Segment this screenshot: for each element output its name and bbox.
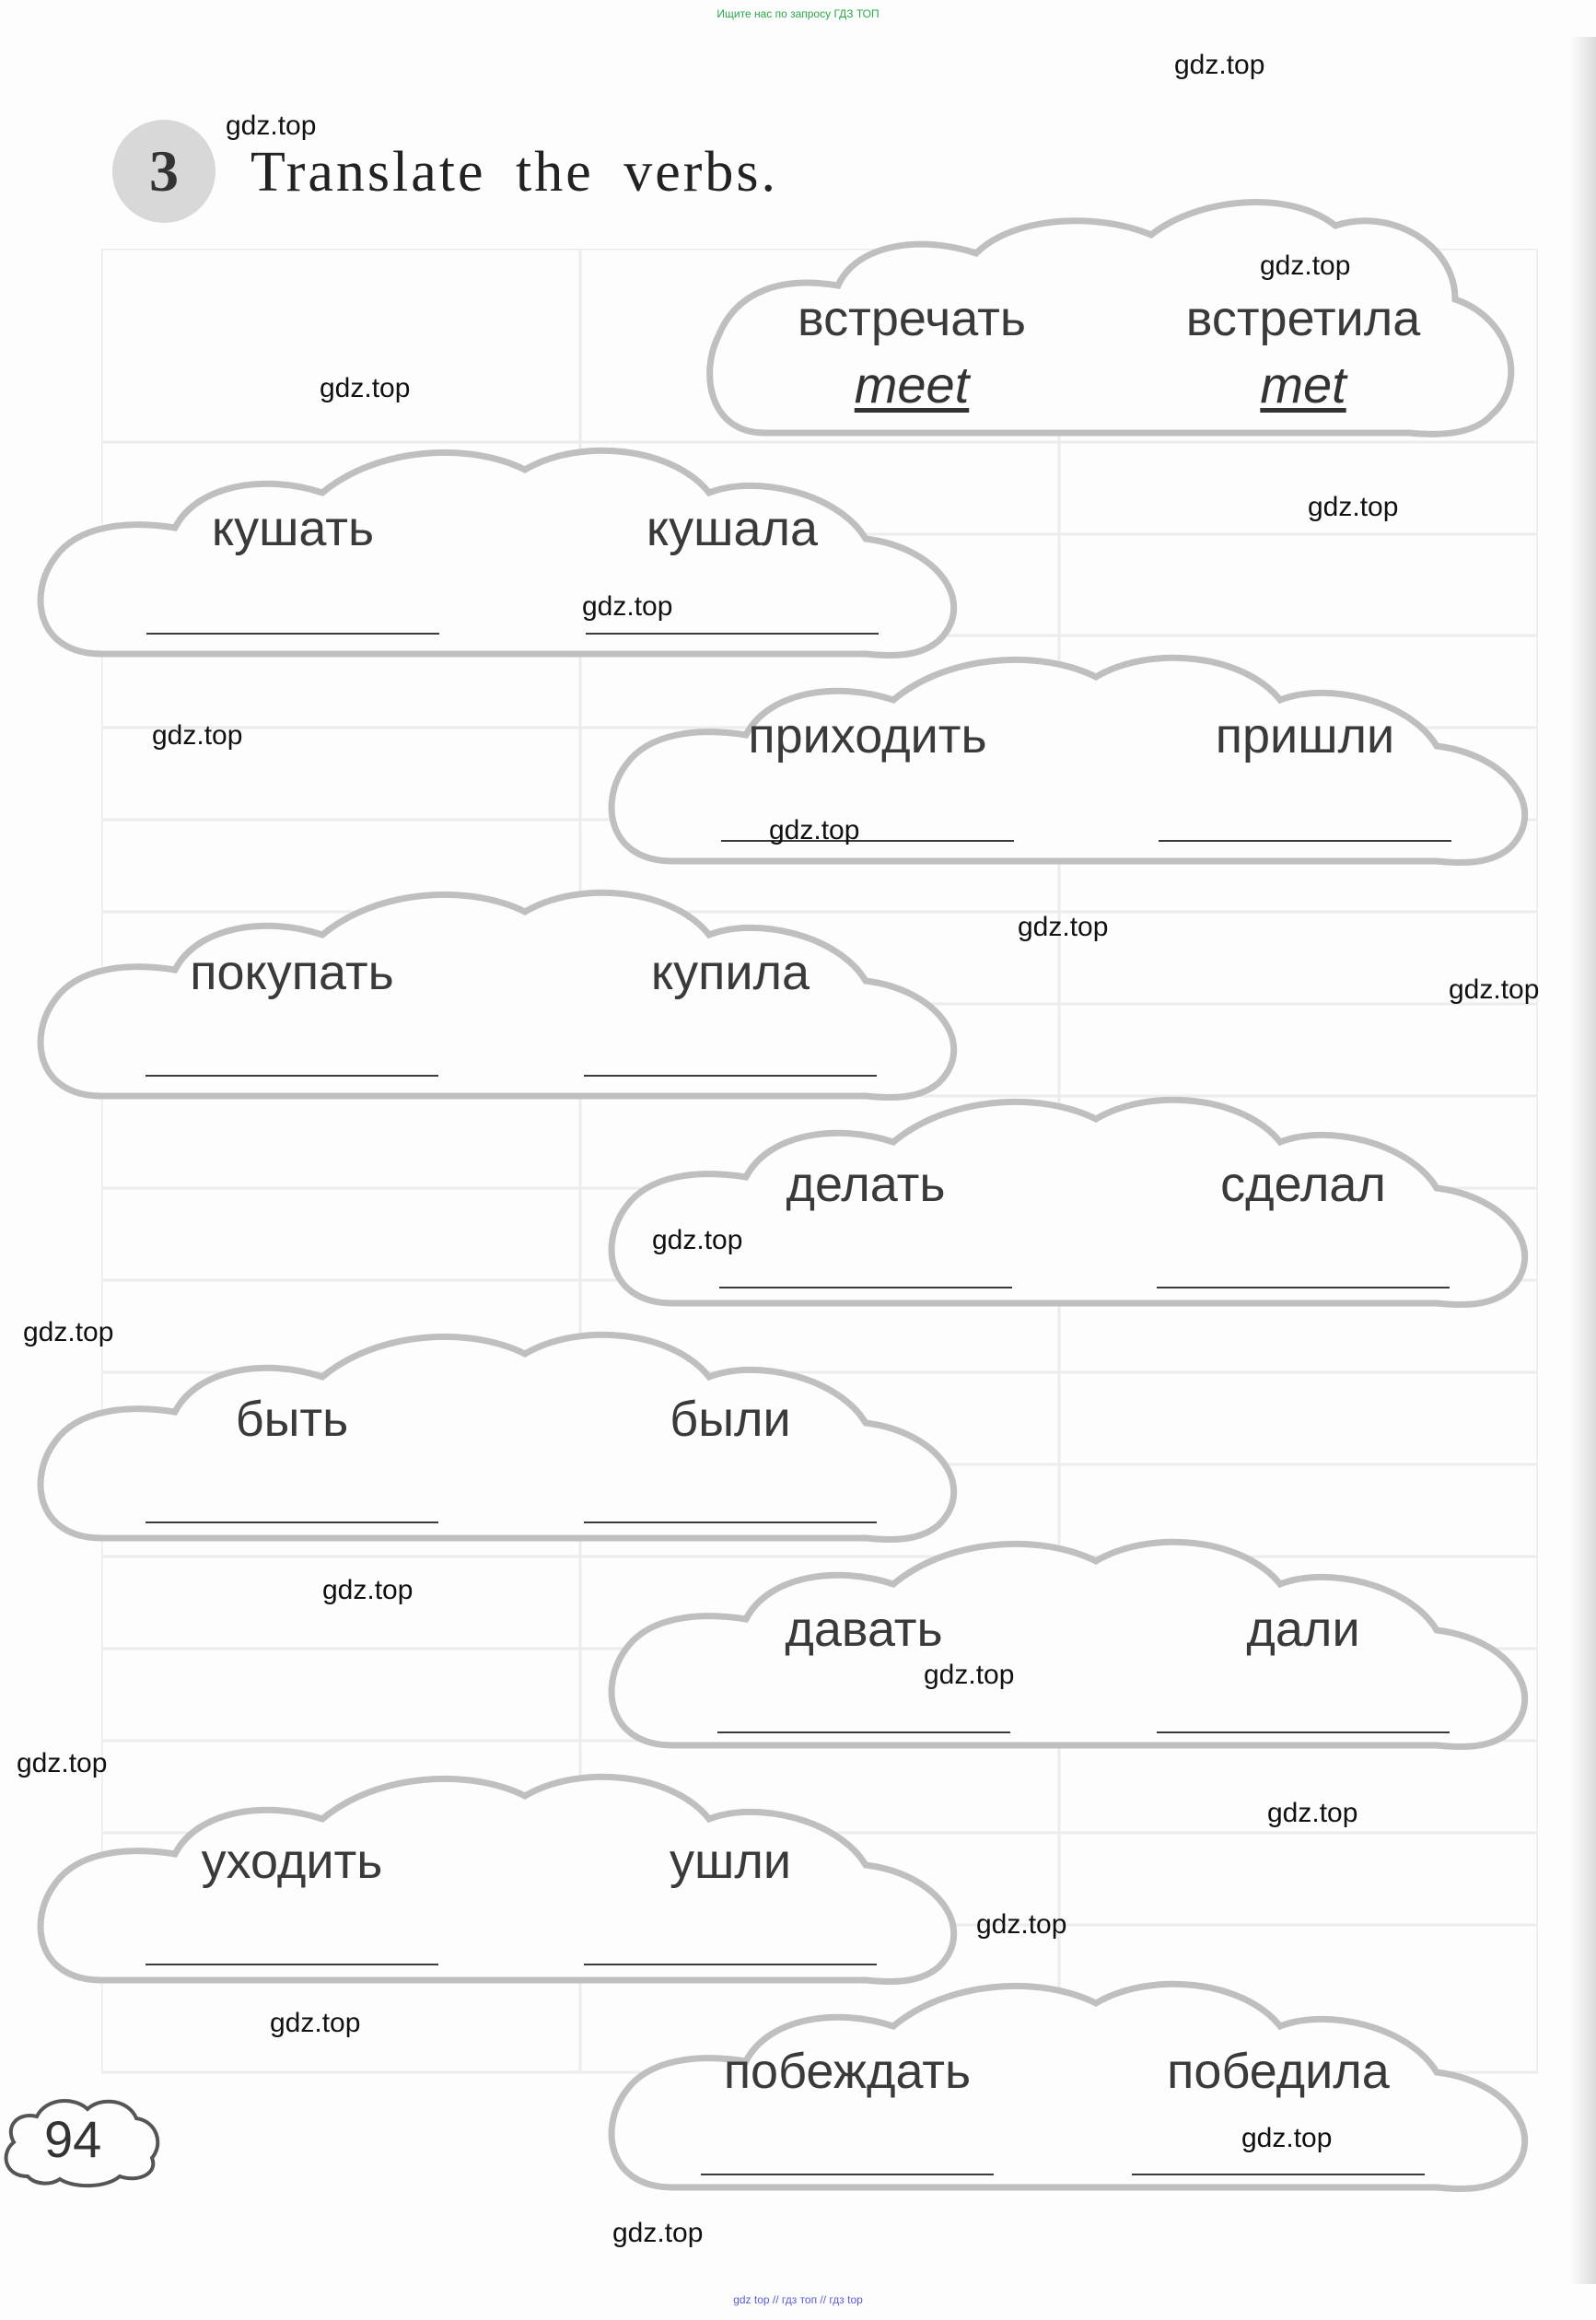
cloud-7-present-answer-line[interactable] (146, 1964, 438, 1965)
watermark: gdz.top (23, 1317, 114, 1347)
watermark: gdz.top (612, 2218, 704, 2248)
watermark: gdz.top (1018, 912, 1109, 942)
page-edge-shadow (1570, 37, 1596, 2284)
cloud-1-present-word: кушать (211, 501, 375, 556)
cloud-1-present-answer-line[interactable] (146, 633, 439, 635)
cloud-8-present-word: побеждать (723, 2044, 972, 2099)
cloud-7-present-word: уходить (201, 1834, 383, 1889)
page-number-cloud (0, 2089, 166, 2190)
page-number: 94 (44, 2110, 102, 2168)
watermark: gdz.top (1267, 1798, 1358, 1828)
cloud-5-past-word: были (670, 1392, 791, 1447)
example-cloud (700, 189, 1529, 447)
footer-note: gdz top // гдз топ // гдз top (733, 2293, 863, 2306)
verb-cloud-3 (28, 861, 985, 1091)
cloud-6-past-word: дали (1246, 1602, 1360, 1657)
cloud-6-present-word: давать (785, 1602, 943, 1657)
watermark: gdz.top (769, 815, 860, 845)
cloud-8-past-answer-line[interactable] (1132, 2174, 1425, 2175)
cloud-4-past-answer-line[interactable] (1157, 1287, 1450, 1288)
watermark: gdz.top (1308, 492, 1399, 522)
watermark: gdz.top (924, 1660, 1015, 1690)
cloud-3-present-word: покупать (190, 945, 394, 1000)
watermark: gdz.top (582, 591, 673, 622)
cloud-8-present-answer-line[interactable] (701, 2174, 994, 2175)
cloud-3-past-word: купила (650, 945, 810, 1000)
verb-cloud-7 (28, 1745, 985, 1976)
cloud-2-present-answer-line[interactable] (721, 840, 1014, 842)
cloud-7-past-word: ушли (670, 1834, 791, 1889)
verb-cloud-6 (599, 1510, 1556, 1741)
watermark: gdz.top (1241, 2123, 1333, 2153)
cloud-4-past-word: сделал (1220, 1157, 1386, 1212)
cloud-5-present-answer-line[interactable] (146, 1521, 438, 1523)
watermark: gdz.top (226, 111, 317, 141)
example-past-word: встретила (1185, 291, 1421, 346)
watermark: gdz.top (1260, 251, 1351, 281)
cloud-5-present-word: быть (235, 1392, 349, 1447)
watermark: gdz.top (976, 1909, 1067, 1940)
cloud-4-present-answer-line[interactable] (719, 1287, 1012, 1288)
verb-cloud-5 (28, 1303, 985, 1533)
example-present-word: встречать (798, 291, 1026, 346)
verb-cloud-2 (599, 626, 1556, 857)
cloud-8-past-word: победила (1167, 2044, 1390, 2099)
watermark: gdz.top (1174, 50, 1265, 80)
watermark: gdz.top (652, 1225, 743, 1255)
exercise-number: 3 (149, 138, 179, 204)
verb-cloud-4 (599, 1068, 1556, 1299)
header-note: Ищите нас по запросу ГДЗ ТОП (716, 7, 880, 20)
cloud-2-present-word: приходить (748, 708, 987, 764)
cloud-shape (599, 626, 1556, 875)
cloud-1-past-word: кушала (646, 501, 819, 556)
cloud-shape (599, 1068, 1556, 1317)
watermark: gdz.top (322, 1575, 414, 1605)
example-past-answer: met (1260, 356, 1346, 414)
cloud-4-present-word: делать (786, 1157, 946, 1212)
watermark: gdz.top (1449, 974, 1540, 1005)
watermark: gdz.top (270, 2008, 361, 2038)
cloud-2-past-word: пришли (1215, 708, 1395, 764)
exercise-number-badge (112, 120, 216, 223)
example-present-answer: meet (854, 356, 970, 414)
watermark: gdz.top (17, 1748, 108, 1778)
cloud-2-past-answer-line[interactable] (1159, 840, 1451, 842)
watermark: gdz.top (320, 373, 411, 403)
verb-cloud-8 (599, 1953, 1556, 2183)
verb-cloud-1 (28, 419, 985, 649)
watermark: gdz.top (152, 720, 243, 751)
cloud-6-present-answer-line[interactable] (717, 1731, 1010, 1733)
exercise-instruction: Translate the verbs. (250, 141, 779, 204)
cloud-3-present-answer-line[interactable] (146, 1075, 438, 1077)
cloud-shape (599, 1510, 1556, 1759)
cloud-6-past-answer-line[interactable] (1157, 1731, 1450, 1733)
